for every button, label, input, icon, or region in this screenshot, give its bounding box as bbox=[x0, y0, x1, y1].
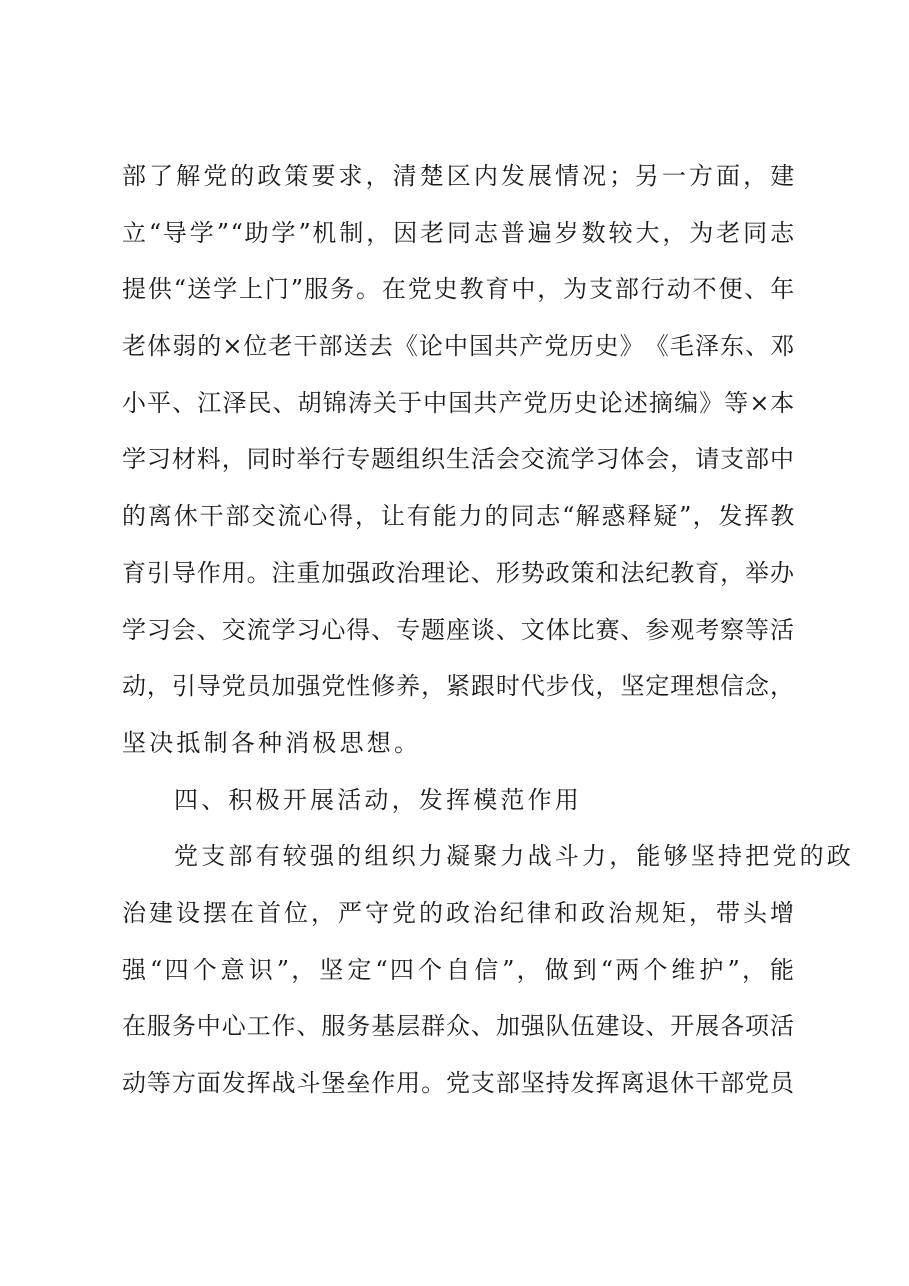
paragraph-2-line: 治 建 设 摆 在 首 位 ， 严 守 党 的 政 治 纪 律 和 政 治 规 矩 ， 带 头 增 bbox=[122, 898, 794, 927]
paragraph-2-line: 党支部有较强的组织力凝聚力战斗力，能够坚持把党的政 bbox=[174, 842, 854, 871]
paragraph-2 bbox=[122, 828, 854, 1111]
paragraph-2-line: 动 等 方 面 发 挥 战 斗 堡 垒 作 用 。 党 支 部 坚 持 发 挥 离 退 休 干 部 党 员 bbox=[122, 1069, 794, 1097]
paragraph-1-line: 的 离 休 干 部 交 流 心 得 ， 让 有 能 力 的 同 志 “ 解 惑 释 疑 ” ， 发 挥 教 bbox=[122, 502, 795, 531]
paragraph-1-line: 育 引 导 作 用 。 注 重 加 强 政 治 理 论 、 形 势 政 策 和 法 纪 教 育 ， 举 办 bbox=[122, 558, 794, 587]
paragraph-1-line: 立 “ 导 学 ” “ 助 学 ” 机 制 ， 因 老 同 志 普 遍 岁 数 较 大 ， 为 老 同 志 bbox=[122, 218, 795, 247]
paragraph-2-line: 强 “ 四 个 意 识 ” ， 坚 定 “ 四 个 自 信 ” ， 做 到 “ 两 个 维 护 ” ， 能 bbox=[122, 955, 795, 984]
paragraph-1-line: 学 习 会 、 交 流 学 习 心 得 、 专 题 座 谈 、 文 体 比 赛 、 参 观 考 察 等 活 bbox=[122, 615, 794, 644]
paragraph-1-line: 坚决抵制各种消极思想。 bbox=[122, 728, 422, 757]
paragraph-1-line: 小 平 、 江 泽 民 、 胡 锦 涛 关 于 中 国 共 产 党 历 史 论 述 摘 编 》 等 × 本 bbox=[122, 388, 795, 417]
paragraph-1-line: 老 体 弱 的 × 位 老 干 部 送 去 《 论 中 国 共 产 党 历 史 》 《 毛 泽 东 、 邓 bbox=[122, 332, 795, 361]
paragraph-2-line: 在 服 务 中 心 工 作 、 服 务 基 层 群 众 、 加 强 队 伍 建 设 、 开 展 各 项 活 bbox=[122, 1012, 794, 1041]
paragraph-1-line: 学 习 材 料 ， 同 时 举 行 专 题 组 织 生 活 会 交 流 学 习 体 会 ， 请 支 部 中 bbox=[122, 445, 794, 474]
heading-text: 四、积极开展活动，发挥模范作用 bbox=[174, 785, 582, 814]
paragraph-1 bbox=[122, 148, 794, 772]
paragraph-1-line: 动 ， 引 导 党 员 加 强 党 性 修 养 ， 紧 跟 时 代 步 伐 ， 坚 定 理 想 信 念 ， bbox=[122, 672, 794, 701]
paragraph-1-line: 部 了 解 党 的 政 策 要 求 ， 清 楚 区 内 发 展 情 况 ； 另 一 方 面 ， 建 bbox=[122, 162, 795, 190]
body-text bbox=[122, 148, 854, 1112]
paragraph-1-line: 提 供 “ 送 学 上 门 ” 服 务 。 在 党 史 教 育 中 ， 为 支 部 行 动 不 便 、 年 bbox=[122, 275, 795, 304]
section-heading-4 bbox=[122, 772, 794, 829]
